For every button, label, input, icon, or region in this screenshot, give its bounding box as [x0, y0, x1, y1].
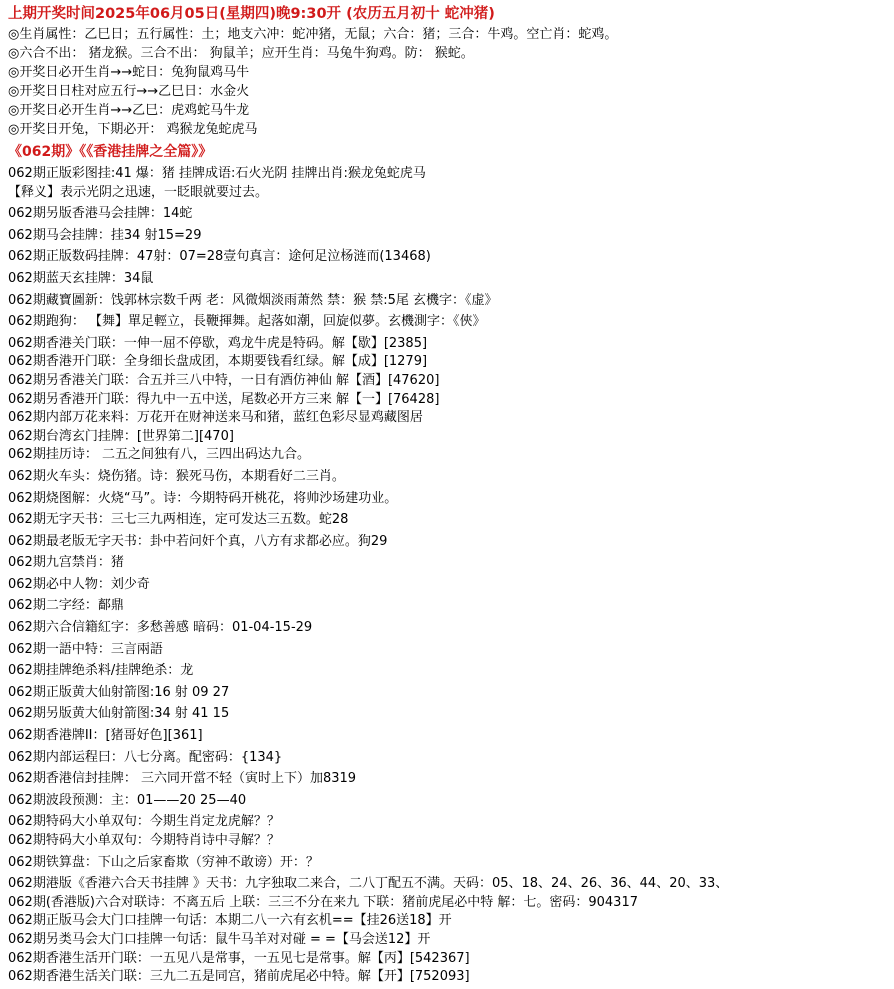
content-line-23: 062期一語中特：三言兩語: [8, 641, 163, 657]
content-line-17: 062期无字天书：三七三九两相连，定可发达三五数。蛇28: [8, 512, 349, 528]
content-line-20: 062期必中人物：刘少奇: [8, 576, 150, 592]
content-line-24: 062期挂牌绝杀料/挂牌绝杀：龙: [8, 663, 194, 679]
content-line-27: 062期香港牌II：[猪哥好色][361]: [8, 728, 203, 744]
content-line-18: 062期最老版无字天书：卦中若问奸个真，八方有求都必应。狗29: [8, 533, 388, 549]
content-line-33: 062期铁算盘：下山之后家畜欺（穷神不敢谤）开：？: [8, 854, 319, 870]
content-line-6: 062期藏寶圖新：饯郭林宗数千两 老：风微烟淡雨萧然 禁：猴 禁:5尾 玄機字：《虚》: [8, 292, 498, 308]
content-line-28: 062期内部运程曰：八七分离。配密码：{134}: [8, 749, 283, 765]
content-line-5: 062期蓝天玄挂牌：34鼠: [8, 270, 154, 286]
content-line-30: 062期波段预测：主：01——20 25—40: [8, 792, 247, 808]
content-line-26: 062期另版黄大仙射箭图:34 射 41 15: [8, 706, 230, 722]
content-line-36: 062期正版马会大门口挂牌一句话：本期二八一六有玄机==【挂26送18】开: [8, 913, 452, 929]
content-line-7: 062期跑狗： 【舞】單足輕立，長鞭揮舞。起落如潮，回旋似夢。玄機測字：《俠》: [8, 314, 486, 330]
content-line-1: 【释义】表示光阴之迅速，一眨眼就要过去。: [8, 184, 269, 200]
content-line-13: 062期台湾玄门挂牌：[世界第二][470]: [8, 428, 234, 444]
content-line-31: 062期特码大小单双句：今期生肖定龙虎解？？: [8, 814, 280, 830]
attribute-line-4: ◎开奖日必开生肖→→乙巳：虎鸡蛇马牛龙: [8, 103, 250, 118]
content-line-37: 062期另类马会大门口挂牌一句话：鼠牛马羊对对碰 = =【马会送12】开: [8, 931, 431, 947]
content-line-15: 062期火车头：烧伤猪。诗：猴死马伤，本期看好二三肖。: [8, 468, 345, 484]
section-title: 《062期》《《香港挂牌之全篇》》: [8, 144, 213, 160]
content-line-3: 062期马会挂牌：挂34 射15=29: [8, 227, 202, 243]
content-line-9: 062期香港开门联：全身细长盘成团，本期要钱看红绿。解【成】[1279]: [8, 354, 428, 370]
attribute-line-1: ◎六合不出： 猪龙猴。三合不出： 狗鼠羊；应开生肖：马兔牛狗鸡。防： 猴蛇。: [8, 46, 474, 61]
content-line-16: 062期烧图解：火烧“马”。诗：今期特码开桃花，将帅沙场建功业。: [8, 490, 398, 506]
attribute-line-0: ◎生肖属性：乙巳日；五行属性：土；地支六冲：蛇冲猪，无鼠；六合：猪；三合：牛鸡。空亡肖：蛇鸡。: [8, 27, 618, 42]
content-line-25: 062期正版黄大仙射箭图:16 射 09 27: [8, 684, 230, 700]
content-line-14: 062期挂历诗： 二五之间独有八，三四出码达九合。: [8, 447, 310, 463]
content-line-2: 062期另版香港马会挂牌：14蛇: [8, 206, 193, 222]
content-line-34: 062期港版《香港六合天书挂牌 》天书：九字独取二来合，二八丁配五不满。天码：05、18、24、26、36、44、20、33、: [8, 876, 729, 892]
content-line-29: 062期香港信封挂牌： 三六同开當不轻（寅时上下）加8319: [8, 771, 357, 787]
content-line-38: 062期香港生活开门联：一五见八是常事，一五见七是常事。解【丙】[542367]: [8, 950, 470, 966]
content-line-32: 062期特码大小单双句：今期特肖诗中寻解？？: [8, 833, 280, 848]
content-line-10: 062期另香港关门联：合五并三八中特，一日有酒仿神仙 解【酒】[47620]: [8, 372, 440, 388]
content-line-0: 062期正版彩图挂:41 爆：猪 挂牌成语:石火光阴 挂牌出肖:猴龙兔蛇虎马: [8, 166, 426, 181]
content-line-11: 062期另香港开门联：得九中一五中送，尾数必开方三来 解【一】[76428]: [8, 391, 440, 407]
draw-time-title: 上期开奖时间2025年06月05日(星期四)晚9:30开 (农历五月初十 蛇冲猪): [8, 6, 495, 22]
content-line-19: 062期九宫禁肖：猪: [8, 555, 124, 571]
content-line-22: 062期六合信籍紅字：多愁善感 暗码：01-04-15-29: [8, 620, 313, 636]
content-line-12: 062期内部万花来料：万花开在财神送来马和猪，蓝红色彩尽显鸡藏图居: [8, 410, 423, 426]
content-line-39: 062期香港生活关门联：三九二五是同宫，猪前虎尾必中特。解【开】[752093]: [8, 969, 470, 985]
content-line-21: 062期二字经：鄐鼎: [8, 598, 124, 614]
attribute-line-2: ◎开奖日必开生肖→→蛇日：兔狗鼠鸡马牛: [8, 65, 250, 80]
content-line-4: 062期正版数码挂牌：47射：07=28壹句真言：途何足泣杨涟而(13468): [8, 249, 431, 265]
attribute-line-5: ◎开奖日开兔，下期必开： 鸡猴龙兔蛇虎马: [8, 122, 258, 137]
content-line-35: 062期(香港版)六合对联诗：不离五后 上联：三三不分在来九 下联：猪前虎尾必中特 解：七。密码：904317: [8, 894, 638, 910]
content-line-8: 062期香港关门联：一伸一屈不停歇，鸡龙牛虎是特码。解【歇】[2385]: [8, 335, 428, 351]
attribute-line-3: ◎开奖日日柱对应五行→→乙巳日：水金火: [8, 84, 250, 99]
